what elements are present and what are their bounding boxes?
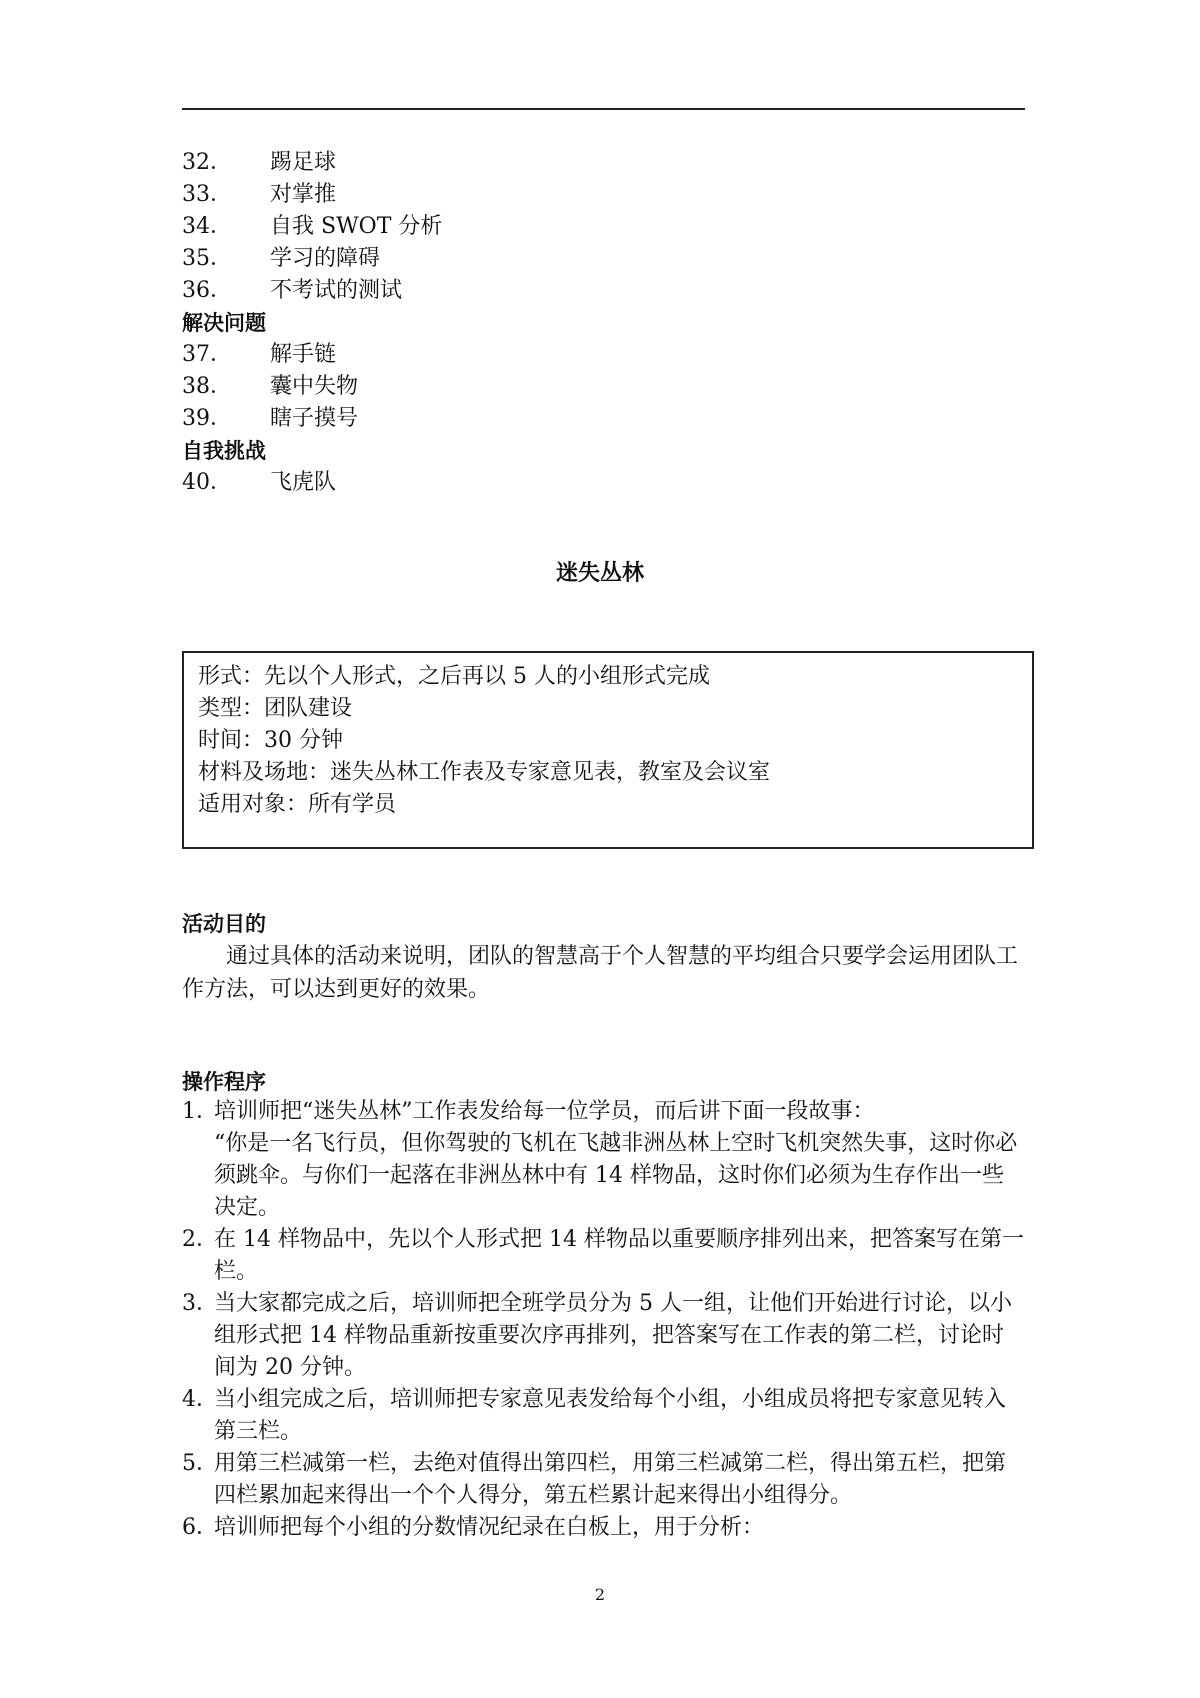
info-audience: 适用对象：所有学员 bbox=[198, 792, 397, 817]
item-number: 36． bbox=[182, 278, 232, 303]
section-heading-self-challenge: 自我挑战 bbox=[182, 439, 266, 463]
list-item bbox=[182, 243, 1025, 275]
procedure-step bbox=[182, 1288, 1025, 1384]
item-number: 33． bbox=[182, 182, 232, 207]
step-text: “你是一名飞行员，但你驾驶的飞机在飞越非洲丛林上空时飞机突然失事，这时你必须跳伞。与你们一起落在非洲丛林中有 14 样物品，这时你们必须为生存作出一些决定。 bbox=[214, 1131, 1018, 1220]
purpose-heading: 活动目的 bbox=[182, 912, 266, 936]
step-number: 5． bbox=[182, 1451, 218, 1476]
info-type: 类型：团队建设 bbox=[198, 696, 353, 721]
activity-info-box bbox=[182, 651, 1034, 849]
item-text: 不考试的测试 bbox=[270, 278, 403, 303]
step-number: 1． bbox=[182, 1099, 218, 1124]
step-number: 2． bbox=[182, 1227, 218, 1252]
item-number: 37． bbox=[182, 342, 232, 367]
item-text: 飞虎队 bbox=[270, 470, 337, 495]
procedure-step bbox=[182, 1096, 1025, 1128]
item-number: 32． bbox=[182, 150, 232, 175]
procedure-step bbox=[182, 1512, 1025, 1544]
item-text: 自我 SWOT 分析 bbox=[270, 214, 443, 239]
item-text: 解手链 bbox=[270, 342, 337, 367]
item-text: 学习的障碍 bbox=[270, 246, 381, 271]
list-item bbox=[182, 403, 1025, 435]
procedure-step bbox=[182, 1448, 1025, 1512]
list-item bbox=[182, 371, 1025, 403]
item-text: 对掌推 bbox=[270, 182, 337, 207]
procedure-steps bbox=[182, 1096, 1025, 1544]
step-text: 当大家都完成之后，培训师把全班学员分为 5 人一组，让他们开始进行讨论，以小组形式把 14 样物品重新按重要次序再排列，把答案写在工作表的第二栏，讨论时间为 20 分钟。 bbox=[214, 1291, 1012, 1380]
activity-list bbox=[182, 147, 1025, 499]
item-number: 35． bbox=[182, 246, 232, 271]
info-time: 时间：30 分钟 bbox=[198, 728, 343, 753]
item-number: 40． bbox=[182, 470, 232, 495]
item-number: 38． bbox=[182, 374, 232, 399]
step-text: 在 14 样物品中，先以个人形式把 14 样物品以重要顺序排列出来，把答案写在第一栏。 bbox=[214, 1227, 1024, 1284]
list-item bbox=[182, 467, 1025, 499]
list-item bbox=[182, 211, 1025, 243]
step-number: 4． bbox=[182, 1387, 218, 1412]
info-format: 形式：先以个人形式，之后再以 5 人的小组形式完成 bbox=[198, 664, 710, 689]
step-text: 培训师把每个小组的分数情况纪录在白板上，用于分析： bbox=[214, 1515, 765, 1540]
item-text: 囊中失物 bbox=[270, 374, 359, 399]
list-item bbox=[182, 275, 1025, 307]
section-heading-problem-solving: 解决问题 bbox=[182, 311, 266, 335]
item-number: 39． bbox=[182, 406, 232, 431]
step-text: 当小组完成之后，培训师把专家意见表发给每个小组，小组成员将把专家意见转入第三栏。 bbox=[214, 1387, 1007, 1444]
procedure-step bbox=[182, 1128, 1025, 1224]
info-materials: 材料及场地：迷失丛林工作表及专家意见表，教室及会议室 bbox=[198, 760, 771, 785]
procedure-heading: 操作程序 bbox=[182, 1070, 266, 1094]
activity-title: 迷失丛林 bbox=[555, 561, 644, 586]
purpose-text: 通过具体的活动来说明，团队的智慧高于个人智慧的平均组合只要学会运用团队工作方法，可以达到更好的效果。 bbox=[182, 944, 1019, 1002]
item-text: 踢足球 bbox=[270, 150, 337, 175]
item-number: 34． bbox=[182, 214, 232, 239]
list-item bbox=[182, 179, 1025, 211]
procedure-step bbox=[182, 1224, 1025, 1288]
step-text: 培训师把“迷失丛林”工作表发给每一位学员，而后讲下面一段故事： bbox=[214, 1099, 875, 1124]
page-number: 2 bbox=[594, 1585, 606, 1604]
item-text: 瞎子摸号 bbox=[270, 406, 359, 431]
procedure-step bbox=[182, 1384, 1025, 1448]
step-number: 6． bbox=[182, 1515, 218, 1540]
step-number: 3． bbox=[182, 1291, 218, 1316]
step-text: 用第三栏减第一栏，去绝对值得出第四栏，用第三栏减第二栏，得出第五栏，把第四栏累加起来得出一个个人得分，第五栏累计起来得出小组得分。 bbox=[214, 1451, 1007, 1508]
list-item bbox=[182, 339, 1025, 371]
header-rule bbox=[182, 108, 1025, 110]
list-item bbox=[182, 147, 1025, 179]
